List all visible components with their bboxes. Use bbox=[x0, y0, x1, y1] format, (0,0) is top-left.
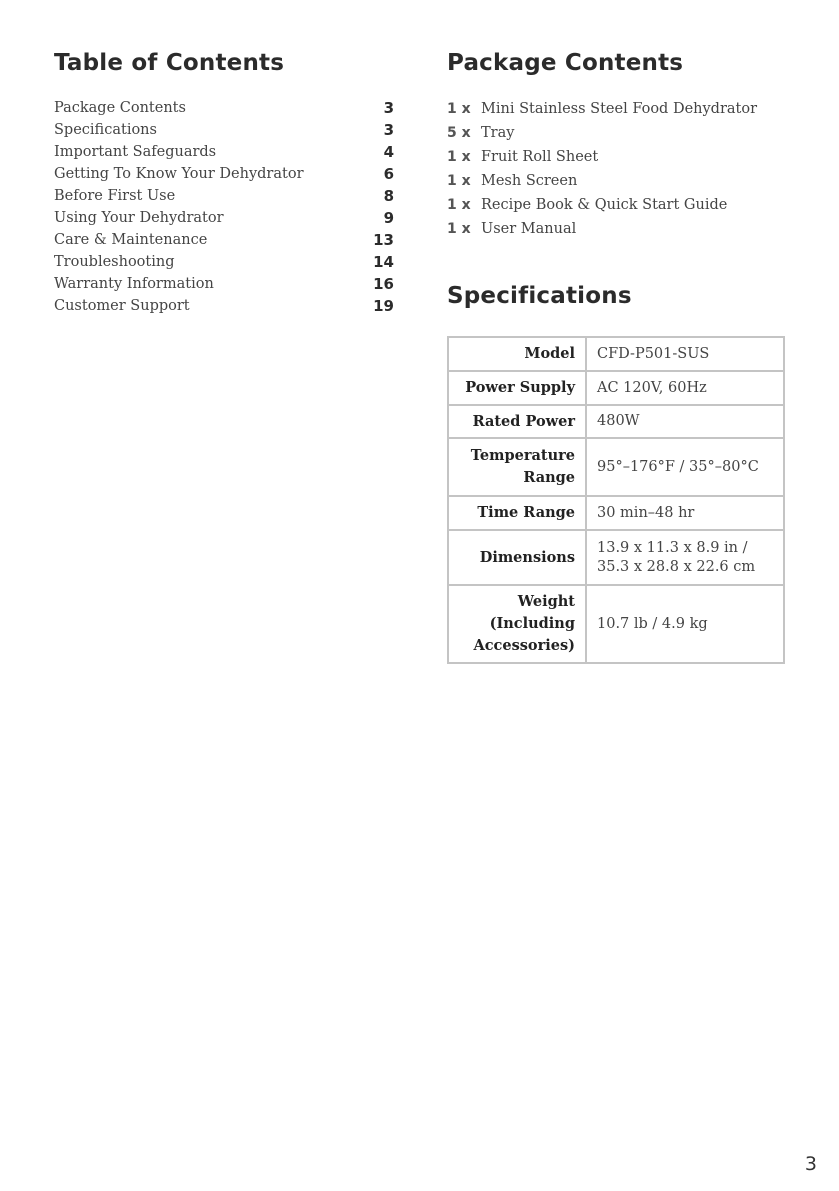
toc-item-warranty-information[interactable] bbox=[54, 273, 394, 295]
spec-key-line: Range bbox=[523, 469, 575, 486]
specifications-table bbox=[447, 336, 785, 664]
toc-item-label: Using Your Dehydrator bbox=[54, 210, 224, 226]
toc-item-page: 6 bbox=[383, 165, 394, 183]
item-name: Recipe Book & Quick Start Guide bbox=[481, 197, 728, 213]
spec-key: Rated Power bbox=[448, 405, 586, 438]
item-quantity: 1 x bbox=[447, 221, 471, 237]
spec-key bbox=[448, 438, 586, 496]
spec-value: 30 min–48 hr bbox=[586, 496, 784, 530]
spec-key bbox=[448, 585, 586, 663]
toc-item-important-safeguards[interactable] bbox=[54, 141, 394, 163]
list-item bbox=[447, 169, 807, 193]
toc-item-label: Warranty Information bbox=[54, 276, 214, 292]
toc-item-page: 16 bbox=[373, 275, 394, 293]
spec-key: Dimensions bbox=[448, 530, 586, 585]
item-name: Mini Stainless Steel Food Dehydrator bbox=[481, 101, 758, 117]
toc-heading: Table of Contents bbox=[54, 50, 285, 76]
toc-item-specifications[interactable] bbox=[54, 119, 394, 141]
package-contents-list bbox=[447, 97, 807, 241]
item-name: Fruit Roll Sheet bbox=[481, 149, 599, 165]
spec-value bbox=[586, 530, 784, 585]
toc-item-page: 3 bbox=[383, 99, 394, 117]
spec-key-line: Accessories) bbox=[473, 637, 575, 654]
table-row bbox=[448, 337, 784, 371]
spec-value: 10.7 lb / 4.9 kg bbox=[586, 585, 784, 663]
spec-key-line: Temperature bbox=[470, 447, 575, 464]
toc-item-care-maintenance[interactable] bbox=[54, 229, 394, 251]
page-number: 3 bbox=[804, 1153, 817, 1175]
toc-item-label: Getting To Know Your Dehydrator bbox=[54, 166, 304, 182]
package-contents-heading: Package Contents bbox=[447, 50, 684, 76]
spec-key-line: (Including bbox=[489, 615, 575, 632]
list-item bbox=[447, 97, 807, 121]
toc-item-label: Package Contents bbox=[54, 100, 186, 116]
item-name: User Manual bbox=[481, 221, 577, 237]
spec-key: Time Range bbox=[448, 496, 586, 530]
toc-item-page: 9 bbox=[383, 209, 394, 227]
toc-item-customer-support[interactable] bbox=[54, 295, 394, 317]
toc-item-before-first-use[interactable] bbox=[54, 185, 394, 207]
toc-item-label: Care & Maintenance bbox=[54, 232, 208, 248]
item-quantity: 1 x bbox=[447, 197, 471, 213]
item-quantity: 5 x bbox=[447, 125, 471, 141]
toc-item-using-your-dehydrator[interactable] bbox=[54, 207, 394, 229]
list-item bbox=[447, 217, 807, 241]
toc-item-page: 19 bbox=[373, 297, 394, 315]
spec-value-line: 35.3 x 28.8 x 22.6 cm bbox=[597, 558, 756, 575]
item-name: Tray bbox=[481, 125, 515, 141]
spec-value-line: 13.9 x 11.3 x 8.9 in / bbox=[597, 539, 748, 556]
toc-item-page: 8 bbox=[383, 187, 394, 205]
spec-key: Model bbox=[448, 337, 586, 371]
spec-value: 480W bbox=[586, 405, 784, 438]
table-row bbox=[448, 496, 784, 530]
toc-item-getting-to-know[interactable] bbox=[54, 163, 394, 185]
item-name: Mesh Screen bbox=[481, 173, 578, 189]
toc-item-label: Specifications bbox=[54, 122, 157, 138]
table-row bbox=[448, 530, 784, 585]
spec-value: 95°–176°F / 35°–80°C bbox=[586, 438, 784, 496]
item-quantity: 1 x bbox=[447, 149, 471, 165]
spec-key-line: Weight bbox=[517, 593, 575, 610]
table-row bbox=[448, 405, 784, 438]
toc-item-page: 14 bbox=[373, 253, 394, 271]
spec-key: Power Supply bbox=[448, 371, 586, 405]
list-item bbox=[447, 121, 807, 145]
toc-item-label: Customer Support bbox=[54, 298, 190, 314]
toc-item-label: Troubleshooting bbox=[54, 254, 175, 270]
table-row bbox=[448, 438, 784, 496]
table-of-contents bbox=[54, 97, 394, 317]
item-quantity: 1 x bbox=[447, 173, 471, 189]
list-item bbox=[447, 145, 807, 169]
list-item bbox=[447, 193, 807, 217]
specifications-heading: Specifications bbox=[447, 283, 632, 309]
toc-item-page: 3 bbox=[383, 121, 394, 139]
toc-item-label: Before First Use bbox=[54, 188, 176, 204]
toc-item-troubleshooting[interactable] bbox=[54, 251, 394, 273]
toc-item-page: 4 bbox=[383, 143, 394, 161]
toc-item-page: 13 bbox=[373, 231, 394, 249]
spec-value: AC 120V, 60Hz bbox=[586, 371, 784, 405]
table-row bbox=[448, 585, 784, 663]
spec-value: CFD-P501-SUS bbox=[586, 337, 784, 371]
toc-item-package-contents[interactable] bbox=[54, 97, 394, 119]
toc-item-label: Important Safeguards bbox=[54, 144, 217, 160]
item-quantity: 1 x bbox=[447, 101, 471, 117]
table-row bbox=[448, 371, 784, 405]
